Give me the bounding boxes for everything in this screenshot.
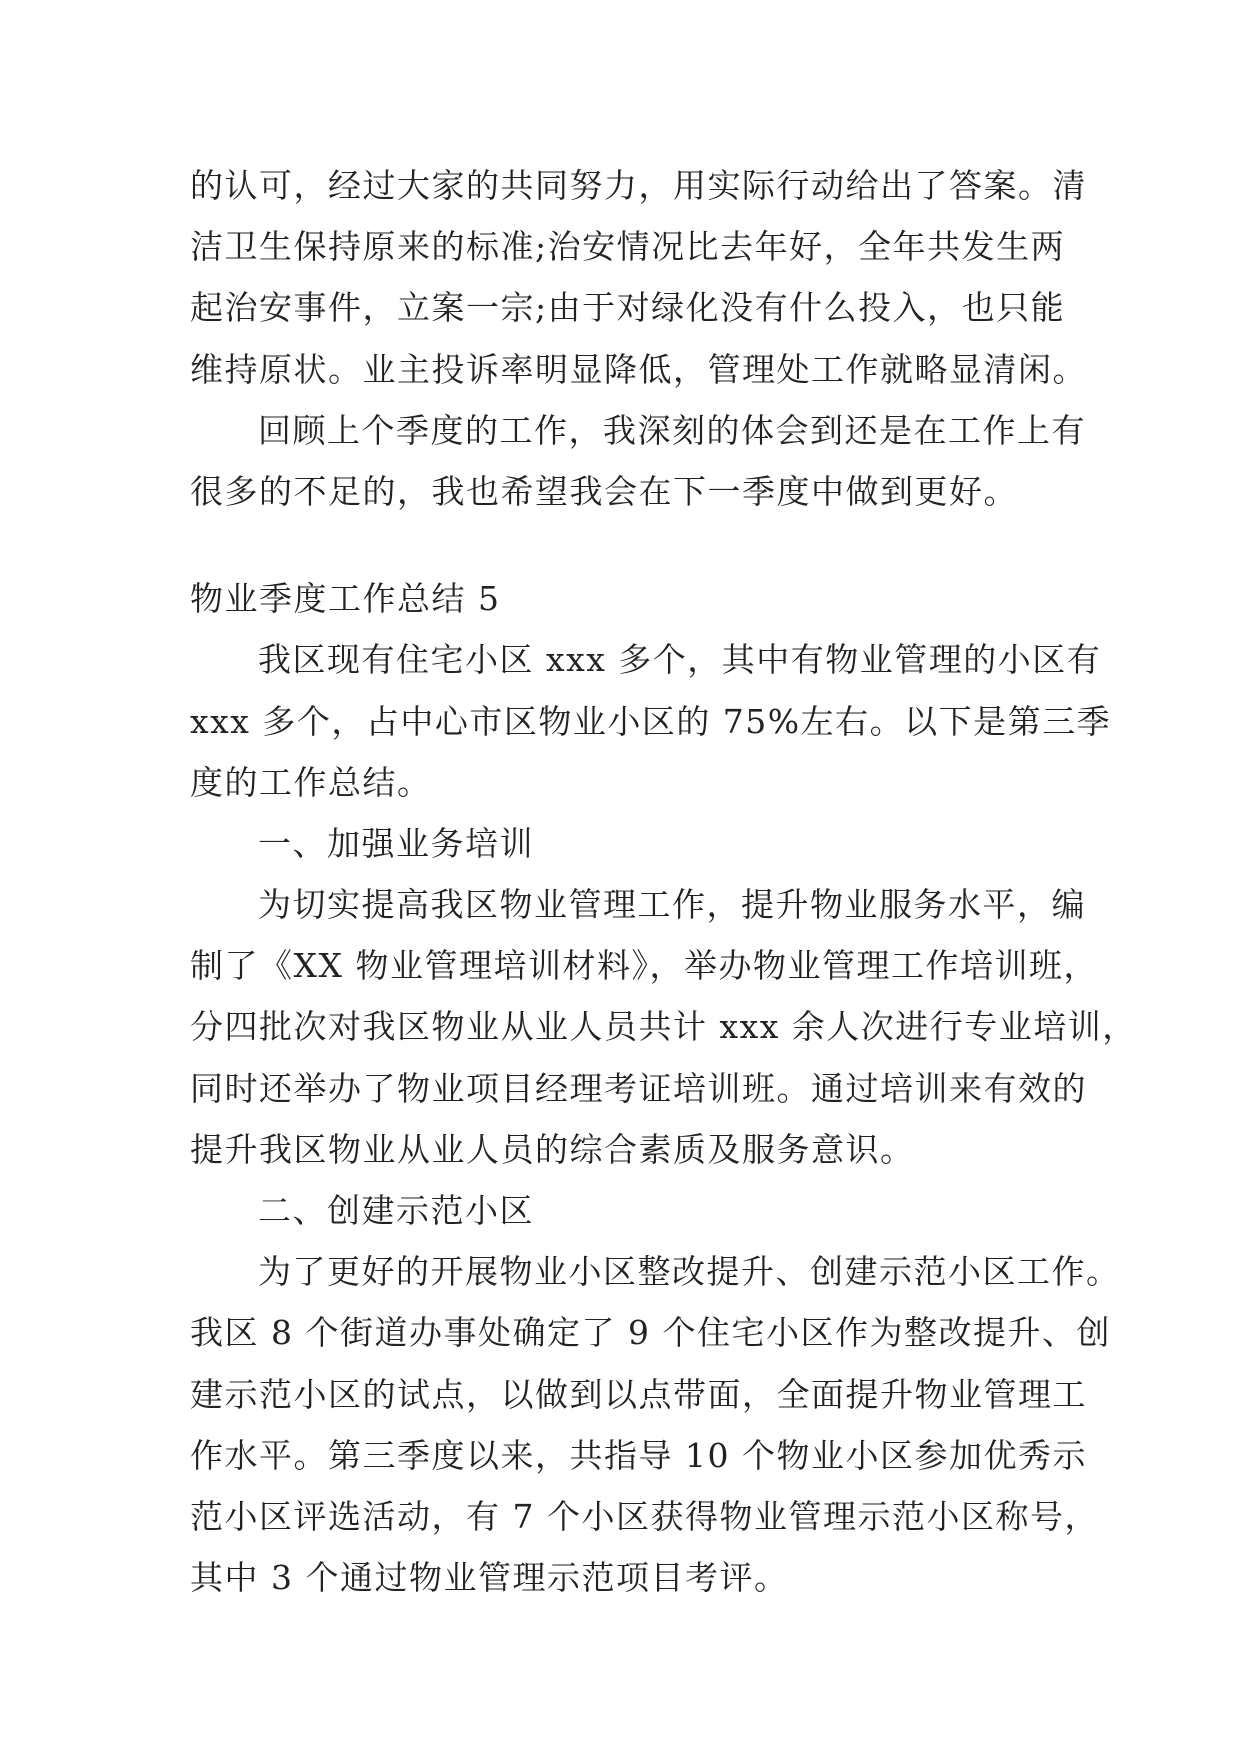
heading-demo-community: 二、创建示范小区 <box>258 1191 534 1230</box>
section-title: 物业季度工作总结 5 <box>190 579 501 619</box>
text-line: 回顾上个季度的工作，我深刻的体会到还是在工作上有 <box>258 410 1086 450</box>
text-line: 洁卫生保持原来的标准;治安情况比去年好，全年共发生两 <box>190 227 1066 267</box>
text-line: 其中 3 个通过物业管理示范项目考评。 <box>190 1558 789 1598</box>
paragraph-continuation <box>190 155 1087 400</box>
text-line: 度的工作总结。 <box>190 762 432 802</box>
text-line: 起治安事件，立案一宗;由于对绿化没有什么投入，也只能 <box>190 288 1066 328</box>
paragraph-review <box>190 400 1086 522</box>
text-line: 很多的不足的，我也希望我会在下一季度中做到更好。 <box>190 471 1018 511</box>
text-line: 提升我区物业从业人员的综合素质及服务意识。 <box>190 1129 915 1169</box>
text-line: 我区现有住宅小区 xxx 多个，其中有物业管理的小区有 <box>258 640 1102 680</box>
text-line: 为了更好的开展物业小区整改提升、创建示范小区工作。 <box>258 1252 1121 1292</box>
paragraph-demo-community <box>190 1241 1121 1608</box>
text-line: 的认可，经过大家的共同努力，用实际行动给出了答案。清 <box>190 166 1087 205</box>
text-line: 我区 8 个街道办事处确定了 9 个住宅小区作为整改提升、创 <box>190 1313 1111 1353</box>
text-line: 分四批次对我区物业从业人员共计 xxx 余人次进行专业培训， <box>190 1007 1137 1047</box>
text-line: 同时还举办了物业项目经理考证培训班。通过培训来有效的 <box>190 1068 1087 1108</box>
text-line: 为切实提高我区物业管理工作，提升物业服务水平，编 <box>258 885 1086 925</box>
paragraph-intro <box>190 629 1112 813</box>
text-line: 作水平。第三季度以来，共指导 10 个物业小区参加优秀示 <box>190 1435 1087 1475</box>
document-page <box>190 155 1137 1608</box>
heading-training: 一、加强业务培训 <box>258 823 534 863</box>
text-line: 制了《XX 物业管理培训材料》，举办物业管理工作培训班， <box>190 946 1098 986</box>
text-line: 建示范小区的试点，以做到以点带面，全面提升物业管理工 <box>190 1374 1087 1414</box>
text-line: 维持原状。业主投诉率明显降低，管理处工作就略显清闲。 <box>190 349 1087 389</box>
text-line: 范小区评选活动，有 7 个小区获得物业管理示范小区称号， <box>190 1496 1099 1536</box>
paragraph-training <box>190 874 1137 1180</box>
text-line: xxx 多个，占中心市区物业小区的 75%左右。以下是第三季 <box>190 701 1112 741</box>
